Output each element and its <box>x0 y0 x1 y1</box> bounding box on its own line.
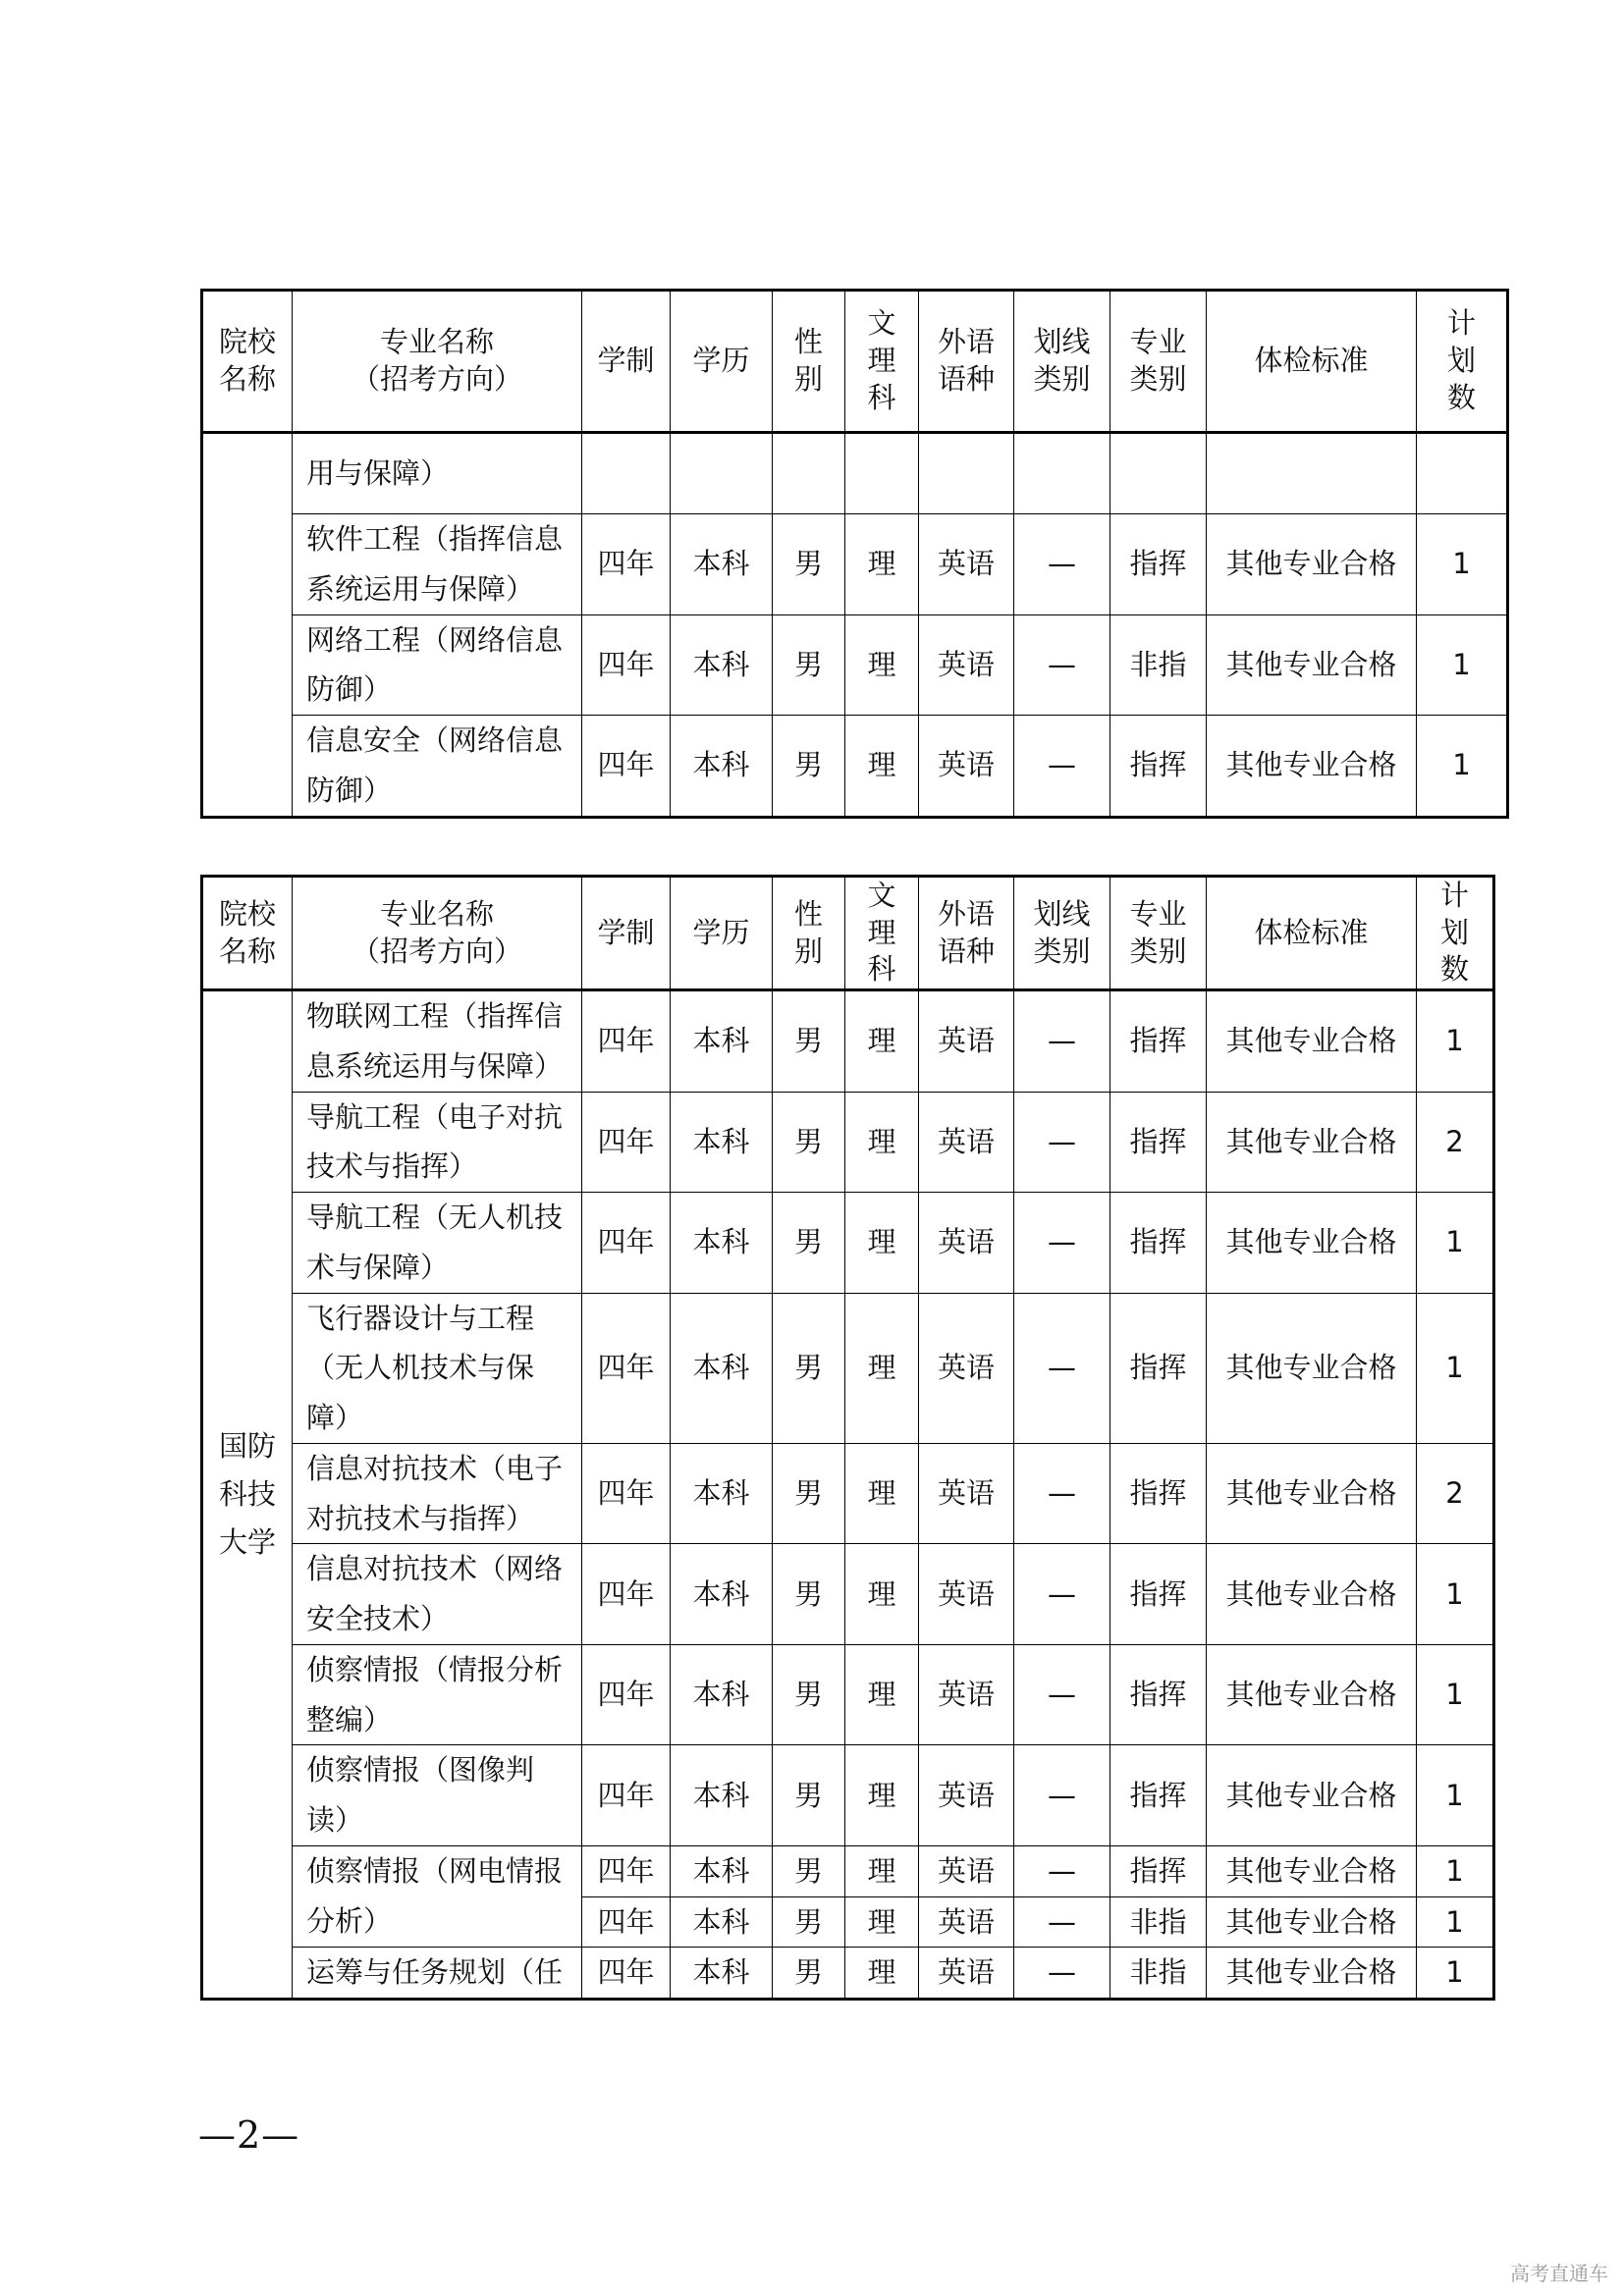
major-name-cell: 侦察情报（图像判读） <box>293 1745 582 1846</box>
physical-cell: 其他专业合格 <box>1207 1896 1417 1948</box>
language-cell <box>919 433 1014 514</box>
quota-cell: 1 <box>1417 1845 1494 1896</box>
table-row <box>202 1948 1494 2000</box>
gender-cell: 男 <box>773 1092 845 1193</box>
major-name-cell: 信息安全（网络信息防御） <box>293 716 582 818</box>
header-cutoff: 划线 类别 <box>1014 877 1110 990</box>
subject-cell: 理 <box>845 514 919 615</box>
duration-cell: 四年 <box>582 1293 671 1443</box>
header-degree: 学历 <box>671 291 773 433</box>
duration-cell: 四年 <box>582 1544 671 1645</box>
major-name-cell: 侦察情报（网电情报分析） <box>293 1845 582 1948</box>
physical-cell: 其他专业合格 <box>1207 1845 1417 1896</box>
header-major: 专业名称 （招考方向） <box>293 291 582 433</box>
language-cell: 英语 <box>919 1193 1014 1294</box>
degree-cell: 本科 <box>671 1293 773 1443</box>
header-language: 外语 语种 <box>919 291 1014 433</box>
duration-cell <box>582 433 671 514</box>
degree-cell <box>671 433 773 514</box>
category-cell: 指挥 <box>1110 1745 1207 1846</box>
category-cell: 指挥 <box>1110 1845 1207 1896</box>
header-degree: 学历 <box>671 877 773 990</box>
page-number: —2— <box>198 2113 300 2157</box>
header-physical: 体检标准 <box>1207 877 1417 990</box>
physical-cell: 其他专业合格 <box>1207 614 1417 716</box>
gender-cell: 男 <box>773 1544 845 1645</box>
cutoff-cell: — <box>1014 514 1110 615</box>
language-cell: 英语 <box>919 1896 1014 1948</box>
language-cell: 英语 <box>919 614 1014 716</box>
quota-cell: 1 <box>1417 514 1508 615</box>
subject-cell: 理 <box>845 716 919 818</box>
table-header-row <box>202 877 1494 990</box>
subject-cell: 理 <box>845 1745 919 1846</box>
quota-cell: 1 <box>1417 1193 1494 1294</box>
quota-cell <box>1417 433 1508 514</box>
table-row <box>202 1092 1494 1193</box>
category-cell: 指挥 <box>1110 514 1207 615</box>
subject-cell: 理 <box>845 614 919 716</box>
subject-cell: 理 <box>845 1193 919 1294</box>
cutoff-cell <box>1014 433 1110 514</box>
gender-cell: 男 <box>773 514 845 615</box>
language-cell: 英语 <box>919 1948 1014 2000</box>
major-name-cell: 软件工程（指挥信息系统运用与保障） <box>293 514 582 615</box>
gender-cell: 男 <box>773 1845 845 1896</box>
cutoff-cell: — <box>1014 1544 1110 1645</box>
gender-cell: 男 <box>773 1193 845 1294</box>
duration-cell: 四年 <box>582 1092 671 1193</box>
cutoff-cell: — <box>1014 1293 1110 1443</box>
school-name-cell <box>202 433 293 818</box>
major-name-cell: 运筹与任务规划（任 <box>293 1948 582 2000</box>
degree-cell: 本科 <box>671 1896 773 1948</box>
gender-cell: 男 <box>773 1948 845 2000</box>
subject-cell <box>845 433 919 514</box>
physical-cell: 其他专业合格 <box>1207 1092 1417 1193</box>
header-school: 院校 名称 <box>202 877 293 990</box>
quota-cell: 1 <box>1417 614 1508 716</box>
major-name-cell: 侦察情报（情报分析整编） <box>293 1644 582 1745</box>
quota-cell: 1 <box>1417 716 1508 818</box>
language-cell: 英语 <box>919 514 1014 615</box>
table-row <box>202 1193 1494 1294</box>
cutoff-cell: — <box>1014 1092 1110 1193</box>
header-quota: 计 划 数 <box>1417 877 1494 990</box>
gender-cell: 男 <box>773 716 845 818</box>
cutoff-cell: — <box>1014 716 1110 818</box>
table-row <box>202 990 1494 1093</box>
major-name-cell: 信息对抗技术（电子对抗技术与指挥） <box>293 1443 582 1544</box>
table-row <box>202 514 1508 615</box>
enrollment-table-continued <box>200 289 1509 819</box>
cutoff-cell: — <box>1014 1948 1110 2000</box>
category-cell <box>1110 433 1207 514</box>
quota-cell: 2 <box>1417 1443 1494 1544</box>
quota-cell: 1 <box>1417 1644 1494 1745</box>
degree-cell: 本科 <box>671 1745 773 1846</box>
degree-cell: 本科 <box>671 716 773 818</box>
degree-cell: 本科 <box>671 990 773 1093</box>
subject-cell: 理 <box>845 1845 919 1896</box>
language-cell: 英语 <box>919 990 1014 1093</box>
gender-cell: 男 <box>773 1293 845 1443</box>
degree-cell: 本科 <box>671 614 773 716</box>
physical-cell: 其他专业合格 <box>1207 990 1417 1093</box>
header-subject: 文 理 科 <box>845 877 919 990</box>
header-gender: 性 别 <box>773 877 845 990</box>
quota-cell: 1 <box>1417 1896 1494 1948</box>
header-school: 院校 名称 <box>202 291 293 433</box>
subject-cell: 理 <box>845 1644 919 1745</box>
cutoff-cell: — <box>1014 1193 1110 1294</box>
physical-cell: 其他专业合格 <box>1207 1644 1417 1745</box>
physical-cell: 其他专业合格 <box>1207 1544 1417 1645</box>
category-cell: 指挥 <box>1110 990 1207 1093</box>
cutoff-cell: — <box>1014 1745 1110 1846</box>
major-name-cell: 导航工程（电子对抗技术与指挥） <box>293 1092 582 1193</box>
gender-cell: 男 <box>773 1443 845 1544</box>
duration-cell: 四年 <box>582 614 671 716</box>
subject-cell: 理 <box>845 990 919 1093</box>
category-cell: 指挥 <box>1110 716 1207 818</box>
degree-cell: 本科 <box>671 1193 773 1294</box>
category-cell: 非指 <box>1110 1896 1207 1948</box>
gender-cell: 男 <box>773 1644 845 1745</box>
cutoff-cell: — <box>1014 1845 1110 1896</box>
header-quota: 计 划 数 <box>1417 291 1508 433</box>
cutoff-cell: — <box>1014 1896 1110 1948</box>
major-name-cell: 网络工程（网络信息防御） <box>293 614 582 716</box>
category-cell: 非指 <box>1110 1948 1207 2000</box>
degree-cell: 本科 <box>671 1845 773 1896</box>
subject-cell: 理 <box>845 1896 919 1948</box>
category-cell: 指挥 <box>1110 1443 1207 1544</box>
table-header-row <box>202 291 1508 433</box>
major-name-cell: 导航工程（无人机技术与保障） <box>293 1193 582 1294</box>
physical-cell: 其他专业合格 <box>1207 1948 1417 2000</box>
table-row <box>202 716 1508 818</box>
category-cell: 指挥 <box>1110 1544 1207 1645</box>
quota-cell: 2 <box>1417 1092 1494 1193</box>
gender-cell <box>773 433 845 514</box>
table-row <box>202 614 1508 716</box>
language-cell: 英语 <box>919 1544 1014 1645</box>
duration-cell: 四年 <box>582 1948 671 2000</box>
cutoff-cell: — <box>1014 1644 1110 1745</box>
table-row <box>202 1845 1494 1896</box>
enrollment-table-nudt <box>200 875 1495 2001</box>
subject-cell: 理 <box>845 1092 919 1193</box>
subject-cell: 理 <box>845 1293 919 1443</box>
category-cell: 指挥 <box>1110 1092 1207 1193</box>
major-name-cell: 物联网工程（指挥信息系统运用与保障） <box>293 990 582 1093</box>
gender-cell: 男 <box>773 990 845 1093</box>
category-cell: 指挥 <box>1110 1193 1207 1294</box>
category-cell: 指挥 <box>1110 1293 1207 1443</box>
quota-cell: 1 <box>1417 1948 1494 2000</box>
degree-cell: 本科 <box>671 1948 773 2000</box>
duration-cell: 四年 <box>582 1845 671 1896</box>
quota-cell: 1 <box>1417 990 1494 1093</box>
table-body <box>202 433 1508 818</box>
degree-cell: 本科 <box>671 1092 773 1193</box>
degree-cell: 本科 <box>671 1644 773 1745</box>
degree-cell: 本科 <box>671 1443 773 1544</box>
watermark: 高考直通车 <box>1510 2262 1608 2285</box>
physical-cell: 其他专业合格 <box>1207 1293 1417 1443</box>
table-row <box>202 1443 1494 1544</box>
language-cell: 英语 <box>919 1644 1014 1745</box>
quota-cell: 1 <box>1417 1544 1494 1645</box>
language-cell: 英语 <box>919 716 1014 818</box>
table-row <box>202 1544 1494 1645</box>
duration-cell: 四年 <box>582 514 671 615</box>
language-cell: 英语 <box>919 1845 1014 1896</box>
physical-cell: 其他专业合格 <box>1207 1193 1417 1294</box>
header-major: 专业名称 （招考方向） <box>293 877 582 990</box>
gender-cell: 男 <box>773 614 845 716</box>
degree-cell: 本科 <box>671 1544 773 1645</box>
duration-cell: 四年 <box>582 1896 671 1948</box>
language-cell: 英语 <box>919 1092 1014 1193</box>
header-duration: 学制 <box>582 877 671 990</box>
header-cutoff: 划线 类别 <box>1014 291 1110 433</box>
physical-cell: 其他专业合格 <box>1207 1745 1417 1846</box>
language-cell: 英语 <box>919 1443 1014 1544</box>
duration-cell: 四年 <box>582 716 671 818</box>
duration-cell: 四年 <box>582 1193 671 1294</box>
degree-cell: 本科 <box>671 514 773 615</box>
duration-cell: 四年 <box>582 1443 671 1544</box>
quota-cell: 1 <box>1417 1293 1494 1443</box>
header-subject: 文 理 科 <box>845 291 919 433</box>
header-category: 专业 类别 <box>1110 291 1207 433</box>
major-name-cell: 信息对抗技术（网络安全技术） <box>293 1544 582 1645</box>
language-cell: 英语 <box>919 1745 1014 1846</box>
category-cell: 非指 <box>1110 614 1207 716</box>
header-physical: 体检标准 <box>1207 291 1417 433</box>
cutoff-cell: — <box>1014 614 1110 716</box>
physical-cell: 其他专业合格 <box>1207 514 1417 615</box>
gender-cell: 男 <box>773 1745 845 1846</box>
subject-cell: 理 <box>845 1443 919 1544</box>
cutoff-cell: — <box>1014 990 1110 1093</box>
major-name-cell: 飞行器设计与工程（无人机技术与保障） <box>293 1293 582 1443</box>
physical-cell <box>1207 433 1417 514</box>
gender-cell: 男 <box>773 1896 845 1948</box>
physical-cell: 其他专业合格 <box>1207 716 1417 818</box>
category-cell: 指挥 <box>1110 1644 1207 1745</box>
table-row <box>202 1745 1494 1846</box>
physical-cell: 其他专业合格 <box>1207 1443 1417 1544</box>
cutoff-cell: — <box>1014 1443 1110 1544</box>
duration-cell: 四年 <box>582 1745 671 1846</box>
table-body <box>202 990 1494 2000</box>
subject-cell: 理 <box>845 1544 919 1645</box>
header-gender: 性 别 <box>773 291 845 433</box>
subject-cell: 理 <box>845 1948 919 2000</box>
duration-cell: 四年 <box>582 1644 671 1745</box>
header-duration: 学制 <box>582 291 671 433</box>
table-row <box>202 433 1508 514</box>
quota-cell: 1 <box>1417 1745 1494 1846</box>
major-name-cell: 用与保障） <box>293 433 582 514</box>
header-category: 专业 类别 <box>1110 877 1207 990</box>
table-row <box>202 1644 1494 1745</box>
duration-cell: 四年 <box>582 990 671 1093</box>
header-language: 外语 语种 <box>919 877 1014 990</box>
school-name-cell: 国防 科技 大学 <box>202 990 293 2000</box>
language-cell: 英语 <box>919 1293 1014 1443</box>
table-row <box>202 1293 1494 1443</box>
